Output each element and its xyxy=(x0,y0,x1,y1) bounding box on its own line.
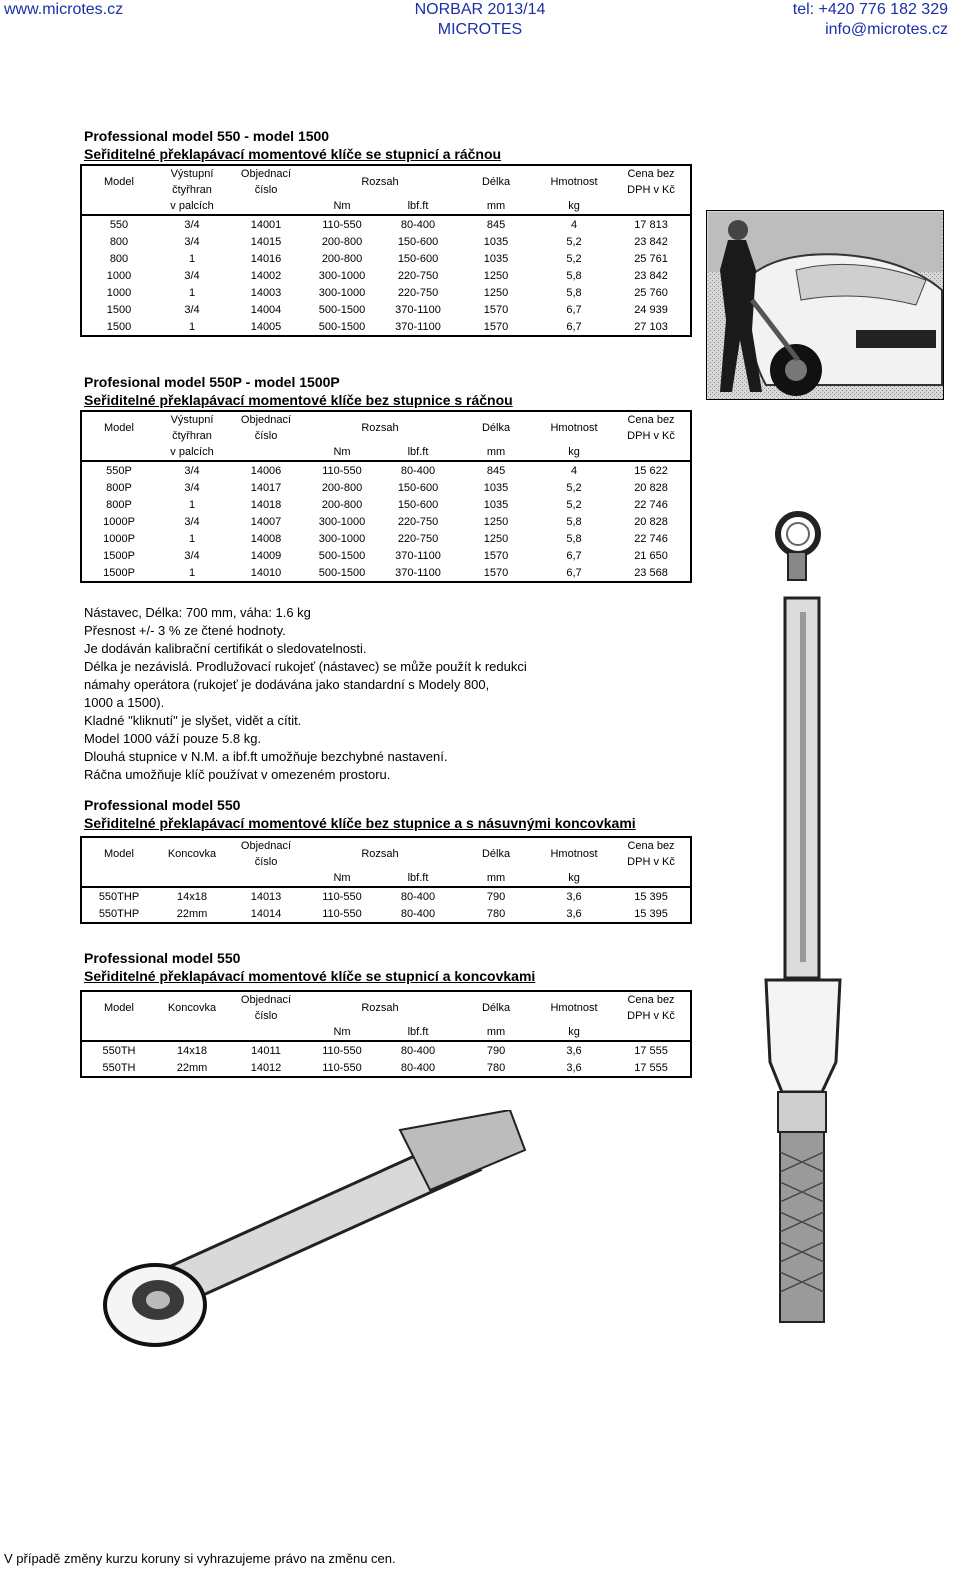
ring-end-fitting-photo xyxy=(768,508,828,583)
note-line: Kladné "kliknutí" je slyšet, vidět a cítit. xyxy=(84,713,302,728)
table-cell: 150-600 xyxy=(397,252,439,265)
table-cell: 14018 xyxy=(250,498,282,511)
table-cell: 800 xyxy=(109,252,129,265)
table-cell: 790 xyxy=(486,890,506,903)
col-weight: Hmotnost xyxy=(550,176,598,188)
table-cell: 1000P xyxy=(103,515,135,528)
table-cell: 22mm xyxy=(176,1061,208,1074)
table-cell: 14014 xyxy=(250,907,282,920)
col-order: Objednací xyxy=(240,414,292,426)
unit-drive: v palcích xyxy=(156,198,228,215)
table-cell: 80-400 xyxy=(400,464,436,477)
table-cell: 80-400 xyxy=(400,907,436,920)
table-cell: 15 395 xyxy=(634,890,668,903)
table-cell: 22 746 xyxy=(634,532,668,545)
table-cell: 500-1500 xyxy=(318,303,366,316)
table-cell: 1570 xyxy=(483,320,509,333)
table-cell: 22 746 xyxy=(634,498,668,511)
table-row xyxy=(81,233,691,250)
table-row xyxy=(81,215,691,233)
note-line: Přesnost +/- 3 % ze čtené hodnoty. xyxy=(84,623,286,638)
table-cell: 15 622 xyxy=(634,464,668,477)
table-cell: 1500P xyxy=(103,549,135,562)
col-drive: Výstupní xyxy=(170,414,214,426)
table-row xyxy=(81,250,691,267)
table-cell: 23 842 xyxy=(634,235,668,248)
table-cell: 1035 xyxy=(483,235,509,248)
unit-lbf: lbf.ft xyxy=(380,870,456,887)
col-length: Délka xyxy=(481,422,511,434)
table-cell: 5,8 xyxy=(566,515,582,528)
table-cell: 5,2 xyxy=(566,481,582,494)
email-link[interactable]: info@microtes.cz xyxy=(825,21,948,38)
table-cell: 14001 xyxy=(250,218,282,231)
col-price-2: DPH v Kč xyxy=(627,184,675,196)
table-cell: 14006 xyxy=(250,464,282,477)
table-cell: 20 828 xyxy=(634,515,668,528)
section3-table xyxy=(80,836,692,924)
table-cell: 3,6 xyxy=(566,907,582,920)
unit-nm: Nm xyxy=(304,1024,380,1041)
table-cell: 370-1100 xyxy=(395,549,441,562)
table-cell: 370-1100 xyxy=(395,320,441,333)
col-model: Model xyxy=(104,848,134,860)
section2-table xyxy=(80,410,692,583)
table-cell: 6,7 xyxy=(566,303,582,316)
table-cell: 200-800 xyxy=(321,252,363,265)
table-cell: 17 813 xyxy=(634,218,668,231)
table-cell: 3/4 xyxy=(184,464,200,477)
table-cell: 20 828 xyxy=(634,481,668,494)
table-cell: 24 939 xyxy=(634,303,668,316)
table-cell: 14015 xyxy=(250,235,282,248)
table-cell: 3/4 xyxy=(184,303,200,316)
catalog-title: NORBAR 2013/14 xyxy=(414,1,546,18)
table-cell: 845 xyxy=(486,464,506,477)
table-cell: 14013 xyxy=(250,890,282,903)
table-cell: 300-1000 xyxy=(318,269,366,282)
col-end: Koncovka xyxy=(167,848,217,860)
col-length: Délka xyxy=(481,1002,511,1014)
table-cell: 14005 xyxy=(250,320,282,333)
unit-mm: mm xyxy=(456,444,536,461)
table-cell: 80-400 xyxy=(400,1061,436,1074)
table-cell: 3,6 xyxy=(566,1061,582,1074)
table-cell: 500-1500 xyxy=(318,320,366,333)
col-order: Objednací xyxy=(240,840,292,852)
table-cell: 17 555 xyxy=(634,1061,668,1074)
table-cell: 80-400 xyxy=(400,890,436,903)
table-row xyxy=(81,479,691,496)
col-end: Koncovka xyxy=(167,1002,217,1014)
table-cell: 15 395 xyxy=(634,907,668,920)
table-cell: 1500P xyxy=(103,566,135,579)
table-cell: 780 xyxy=(486,1061,506,1074)
table-cell: 110-550 xyxy=(322,1061,362,1074)
table-cell: 1570 xyxy=(483,549,509,562)
table-cell: 370-1100 xyxy=(395,566,441,579)
col-order-2: číslo xyxy=(254,856,278,868)
table-cell: 4 xyxy=(570,218,578,231)
col-order-2: číslo xyxy=(254,184,278,196)
unit-kg: kg xyxy=(536,1024,612,1041)
table-cell: 550TH xyxy=(102,1061,136,1074)
table-row xyxy=(81,513,691,530)
table-cell: 3/4 xyxy=(184,549,200,562)
table-cell: 1 xyxy=(188,252,196,265)
table-cell: 780 xyxy=(486,907,506,920)
table-row xyxy=(81,530,691,547)
col-range: Rozsah xyxy=(361,848,399,860)
table-cell: 300-1000 xyxy=(318,532,366,545)
col-order: Objednací xyxy=(240,994,292,1006)
col-weight: Hmotnost xyxy=(550,422,598,434)
table-cell: 14007 xyxy=(250,515,282,528)
website-link[interactable]: www.microtes.cz xyxy=(4,1,124,18)
table-cell: 14008 xyxy=(250,532,282,545)
table-row xyxy=(81,564,691,582)
table-cell: 1500 xyxy=(106,320,132,333)
table-cell: 1 xyxy=(188,320,196,333)
unit-kg: kg xyxy=(536,870,612,887)
unit-mm: mm xyxy=(456,1024,536,1041)
table-row xyxy=(81,887,691,905)
table-cell: 220-750 xyxy=(397,286,439,299)
table-cell: 150-600 xyxy=(397,481,439,494)
table-cell: 150-600 xyxy=(397,498,439,511)
table-cell: 300-1000 xyxy=(318,515,366,528)
section1-table xyxy=(80,164,692,337)
table-cell: 3/4 xyxy=(184,481,200,494)
table-cell: 110-550 xyxy=(322,464,362,477)
table-cell: 800P xyxy=(106,481,132,494)
table-cell: 790 xyxy=(486,1044,506,1057)
col-range: Rozsah xyxy=(361,176,399,188)
table-cell: 150-600 xyxy=(397,235,439,248)
table-row xyxy=(81,461,691,479)
table-row xyxy=(81,267,691,284)
table-row xyxy=(81,905,691,923)
col-length: Délka xyxy=(481,848,511,860)
section4-subtitle: Seřiditelné překlapávací momentové klíče se stupnicí a koncovkami xyxy=(84,968,536,984)
col-order: Objednací xyxy=(240,168,292,180)
col-drive-2: čtyřhran xyxy=(172,430,212,442)
table-cell: 5,8 xyxy=(566,286,582,299)
table-cell: 200-800 xyxy=(321,481,363,494)
table-cell: 80-400 xyxy=(400,218,436,231)
unit-kg: kg xyxy=(536,198,612,215)
table-cell: 300-1000 xyxy=(318,286,366,299)
note-line: Dlouhá stupnice v N.M. a ibf.ft umožňuje bezchybné nastavení. xyxy=(84,749,448,764)
table-cell: 3/4 xyxy=(184,269,200,282)
table-cell: 14x18 xyxy=(177,1044,207,1057)
unit-lbf: lbf.ft xyxy=(380,444,456,461)
unit-nm: Nm xyxy=(304,870,380,887)
section1-title: Professional model 550 - model 1500 xyxy=(84,128,330,144)
col-drive-2: čtyřhran xyxy=(172,184,212,196)
table-cell: 1000P xyxy=(103,532,135,545)
col-drive: Výstupní xyxy=(170,168,214,180)
table-cell: 1570 xyxy=(483,566,509,579)
table-cell: 550THP xyxy=(98,890,140,903)
col-weight: Hmotnost xyxy=(550,848,598,860)
col-price: Cena bez xyxy=(627,840,675,852)
unit-lbf: lbf.ft xyxy=(380,1024,456,1041)
note-line: námahy operátora (rukojeť je dodávána jako standardní s Modely 800, xyxy=(84,677,490,692)
table-cell: 3/4 xyxy=(184,515,200,528)
unit-kg: kg xyxy=(536,444,612,461)
table-row xyxy=(81,301,691,318)
table-cell: 220-750 xyxy=(397,515,439,528)
section3-title: Professional model 550 xyxy=(84,797,241,813)
unit-mm: mm xyxy=(456,870,536,887)
company-name: MICROTES xyxy=(437,21,523,38)
section4-table xyxy=(80,990,692,1078)
table-row xyxy=(81,318,691,336)
table-cell: 5,2 xyxy=(566,235,582,248)
table-cell: 800P xyxy=(106,498,132,511)
table-cell: 500-1500 xyxy=(318,566,366,579)
long-torque-wrench-photo xyxy=(760,592,850,1327)
col-model: Model xyxy=(104,176,134,188)
table-cell: 3/4 xyxy=(184,218,200,231)
table-cell: 22mm xyxy=(176,907,208,920)
table-cell: 1000 xyxy=(106,269,132,282)
section3-subtitle: Seřiditelné překlapávací momentové klíče bez stupnice a s násuvnými koncovkami xyxy=(84,815,636,831)
table-row xyxy=(81,496,691,513)
table-cell: 200-800 xyxy=(321,498,363,511)
table-cell: 21 650 xyxy=(634,549,668,562)
ratchet-wrench-photo xyxy=(100,1110,530,1355)
col-model: Model xyxy=(104,422,134,434)
table-row xyxy=(81,1059,691,1077)
section2-subtitle: Seřiditelné překlapávací momentové klíče bez stupnice s ráčnou xyxy=(84,392,513,408)
table-cell: 3/4 xyxy=(184,235,200,248)
section4-title: Professional model 550 xyxy=(84,950,241,966)
section2-title: Profesional model 550P - model 1500P xyxy=(84,374,340,390)
col-weight: Hmotnost xyxy=(550,1002,598,1014)
table-cell: 1 xyxy=(188,532,196,545)
note-line: 1000 a 1500). xyxy=(84,695,165,710)
table-cell: 800 xyxy=(109,235,129,248)
table-cell: 14012 xyxy=(250,1061,282,1074)
table-cell: 6,7 xyxy=(566,320,582,333)
table-cell: 1 xyxy=(188,498,196,511)
table-cell: 5,2 xyxy=(566,498,582,511)
table-cell: 550TH xyxy=(102,1044,136,1057)
col-range: Rozsah xyxy=(361,1002,399,1014)
unit-mm: mm xyxy=(456,198,536,215)
note-line: Model 1000 váží pouze 5.8 kg. xyxy=(84,731,262,746)
table-cell: 845 xyxy=(486,218,506,231)
unit-nm: Nm xyxy=(304,444,380,461)
col-order-2: číslo xyxy=(254,430,278,442)
table-cell: 5,8 xyxy=(566,269,582,282)
table-cell: 23 568 xyxy=(634,566,668,579)
col-order-2: číslo xyxy=(254,1010,278,1022)
note-line: Nástavec, Délka: 700 mm, váha: 1.6 kg xyxy=(84,605,311,620)
table-cell: 550P xyxy=(106,464,132,477)
table-cell: 80-400 xyxy=(400,1044,436,1057)
table-cell: 550THP xyxy=(98,907,140,920)
table-cell: 1250 xyxy=(483,515,509,528)
unit-nm: Nm xyxy=(304,198,380,215)
col-price: Cena bez xyxy=(627,168,675,180)
col-price-2: DPH v Kč xyxy=(627,430,675,442)
table-cell: 5,8 xyxy=(566,532,582,545)
col-price-2: DPH v Kč xyxy=(627,1010,675,1022)
table-cell: 6,7 xyxy=(566,566,582,579)
table-cell: 200-800 xyxy=(321,235,363,248)
table-cell: 27 103 xyxy=(634,320,668,333)
table-cell: 3,6 xyxy=(566,1044,582,1057)
table-cell: 370-1100 xyxy=(395,303,441,316)
table-cell: 14016 xyxy=(250,252,282,265)
table-cell: 1035 xyxy=(483,252,509,265)
phone-number: tel: +420 776 182 329 xyxy=(792,1,948,18)
table-cell: 5,2 xyxy=(566,252,582,265)
note-line: Ráčna umožňuje klíč používat v omezeném prostoru. xyxy=(84,767,391,782)
table-cell: 14002 xyxy=(250,269,282,282)
table-cell: 3,6 xyxy=(566,890,582,903)
table-cell: 6,7 xyxy=(566,549,582,562)
table-cell: 1000 xyxy=(106,286,132,299)
table-cell: 17 555 xyxy=(634,1044,668,1057)
table-cell: 1250 xyxy=(483,269,509,282)
table-cell: 1570 xyxy=(483,303,509,316)
note-line: Je dodáván kalibrační certifikát o sledovatelnosti. xyxy=(84,641,367,656)
table-cell: 25 760 xyxy=(634,286,668,299)
mechanic-car-photo xyxy=(706,210,944,400)
table-cell: 1035 xyxy=(483,481,509,494)
unit-lbf: lbf.ft xyxy=(380,198,456,215)
table-cell: 14010 xyxy=(250,566,282,579)
table-cell: 4 xyxy=(570,464,578,477)
col-model: Model xyxy=(104,1002,134,1014)
col-price-2: DPH v Kč xyxy=(627,856,675,868)
table-cell: 110-550 xyxy=(322,890,362,903)
table-cell: 1250 xyxy=(483,532,509,545)
table-cell: 110-550 xyxy=(322,1044,362,1057)
table-row xyxy=(81,1041,691,1059)
table-cell: 1035 xyxy=(483,498,509,511)
table-row xyxy=(81,284,691,301)
table-cell: 220-750 xyxy=(397,532,439,545)
note-line: Délka je nezávislá. Prodlužovací rukojeť (nástavec) se může použít k redukci xyxy=(84,659,527,674)
table-cell: 220-750 xyxy=(397,269,439,282)
table-cell: 110-550 xyxy=(322,907,362,920)
col-range: Rozsah xyxy=(361,422,399,434)
table-cell: 14003 xyxy=(250,286,282,299)
table-cell: 500-1500 xyxy=(318,549,366,562)
table-cell: 110-550 xyxy=(322,218,362,231)
unit-drive: v palcích xyxy=(156,444,228,461)
table-cell: 1 xyxy=(188,286,196,299)
col-price: Cena bez xyxy=(627,414,675,426)
table-cell: 1250 xyxy=(483,286,509,299)
table-cell: 14017 xyxy=(250,481,282,494)
table-cell: 550 xyxy=(109,218,129,231)
table-cell: 14x18 xyxy=(177,890,207,903)
col-length: Délka xyxy=(481,176,511,188)
table-cell: 23 842 xyxy=(634,269,668,282)
footer-disclaimer: V případě změny kurzu koruny si vyhrazujeme právo na změnu cen. xyxy=(4,1551,396,1566)
product-notes xyxy=(84,604,527,784)
table-cell: 14004 xyxy=(250,303,282,316)
table-cell: 14011 xyxy=(251,1044,281,1057)
table-cell: 14009 xyxy=(250,549,282,562)
table-cell: 25 761 xyxy=(634,252,668,265)
table-row xyxy=(81,547,691,564)
table-cell: 1 xyxy=(188,566,196,579)
section1-subtitle: Seřiditelné překlapávací momentové klíče se stupnicí a ráčnou xyxy=(84,146,502,162)
table-cell: 1500 xyxy=(106,303,132,316)
col-price: Cena bez xyxy=(627,994,675,1006)
